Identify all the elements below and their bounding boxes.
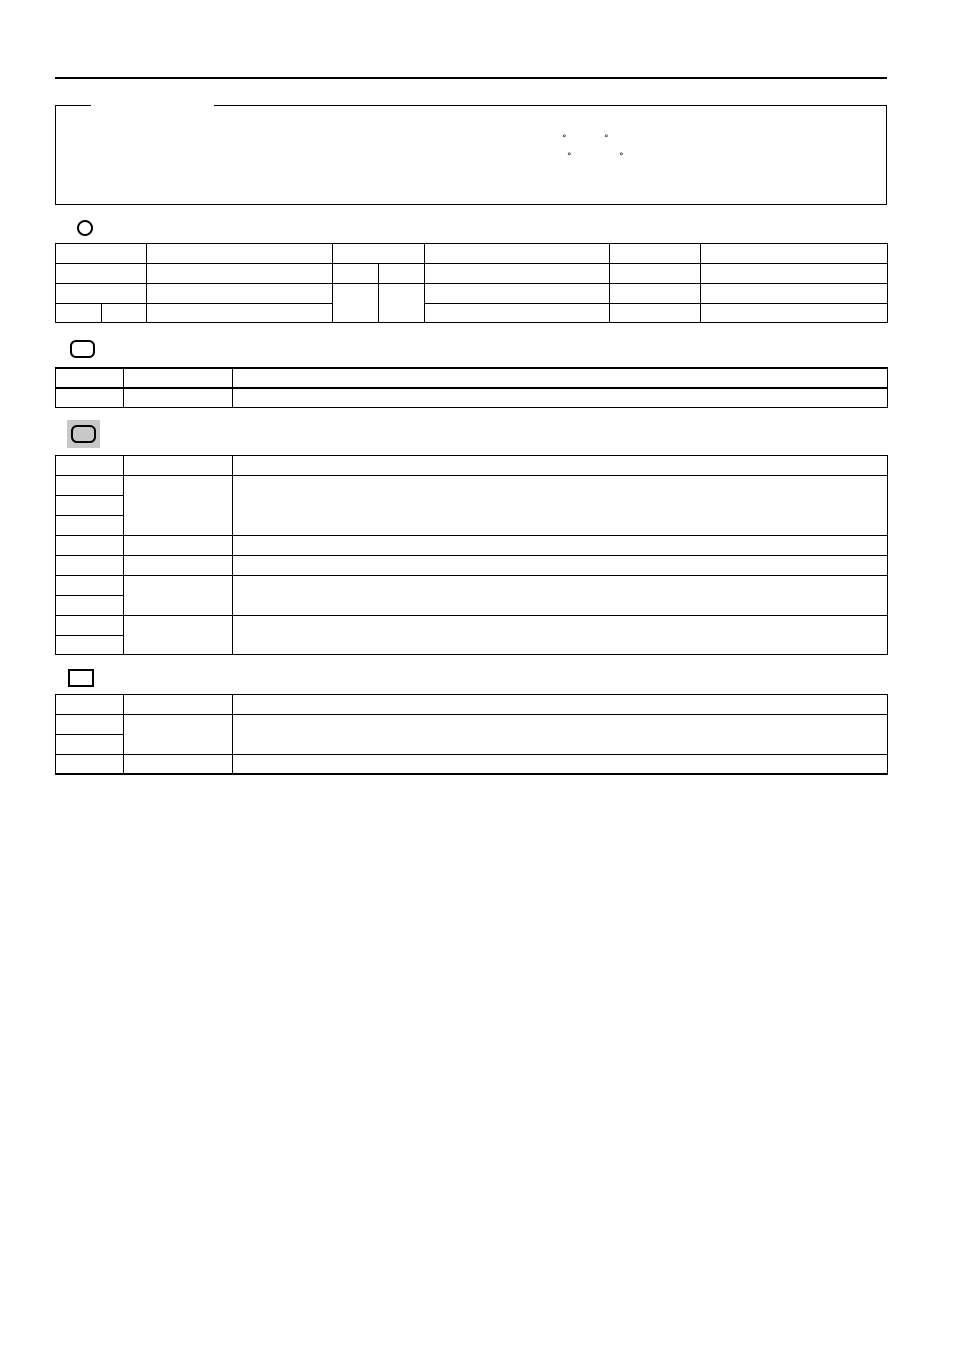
table-cell <box>124 695 233 715</box>
degree-mark: ° <box>562 134 567 144</box>
table-cell <box>56 516 124 536</box>
info-box <box>55 105 887 205</box>
table-cell <box>233 695 888 715</box>
rounded-section-table <box>55 367 888 408</box>
table-cell <box>56 616 124 636</box>
table-cell <box>701 264 888 284</box>
table-cell <box>56 715 124 735</box>
table-cell <box>701 284 888 304</box>
table-cell <box>56 368 124 388</box>
circle-section-table <box>55 243 888 323</box>
table-cell <box>610 244 701 264</box>
table-cell <box>56 456 124 476</box>
table-cell <box>610 284 701 304</box>
table-cell <box>124 476 233 536</box>
degree-mark: ° <box>619 152 624 162</box>
table-cell <box>147 284 333 304</box>
table-cell <box>233 556 888 576</box>
shaded-section-table <box>55 455 888 655</box>
table-cell <box>56 536 124 556</box>
table-cell <box>333 284 379 323</box>
table-cell <box>379 284 425 323</box>
table-cell <box>147 244 333 264</box>
table-cell <box>333 244 425 264</box>
rect-section-table <box>55 694 888 775</box>
table-cell <box>333 264 379 284</box>
table-cell <box>701 304 888 323</box>
table-cell <box>233 616 888 655</box>
table-cell <box>233 755 888 774</box>
table-cell <box>124 456 233 476</box>
rounded-rect-icon <box>70 340 95 358</box>
degree-mark: ° <box>567 152 572 162</box>
table-cell <box>56 596 124 616</box>
table-cell <box>56 244 147 264</box>
table-cell <box>233 476 888 536</box>
table-cell <box>56 496 124 516</box>
table-cell <box>147 304 333 323</box>
table-cell <box>56 576 124 596</box>
table-cell <box>425 304 610 323</box>
table-cell <box>56 264 147 284</box>
table-cell <box>56 755 124 774</box>
table-cell <box>56 388 124 407</box>
table-cell <box>56 284 147 304</box>
table-cell <box>701 244 888 264</box>
table-cell <box>56 556 124 576</box>
table-cell <box>425 264 610 284</box>
rectangle-icon <box>68 669 94 687</box>
table-cell <box>233 576 888 616</box>
table-cell <box>233 536 888 556</box>
circle-icon <box>77 220 93 236</box>
table-cell <box>56 636 124 655</box>
table-cell <box>124 755 233 774</box>
table-cell <box>425 244 610 264</box>
table-cell <box>425 284 610 304</box>
table-cell <box>124 715 233 755</box>
table-cell <box>124 616 233 655</box>
table-cell <box>233 368 888 388</box>
table-cell <box>610 264 701 284</box>
table-cell <box>56 695 124 715</box>
info-box-top-left <box>55 105 91 106</box>
table-cell <box>124 556 233 576</box>
table-cell <box>610 304 701 323</box>
table-cell <box>233 456 888 476</box>
table-cell <box>56 735 124 755</box>
table-cell <box>233 388 888 407</box>
table-cell <box>124 368 233 388</box>
shaded-rounded-rect-icon <box>67 420 100 448</box>
table-cell <box>124 536 233 556</box>
degree-mark: ° <box>604 134 609 144</box>
table-cell <box>233 715 888 755</box>
header-rule <box>55 77 887 79</box>
table-cell <box>124 388 233 407</box>
table-cell <box>124 576 233 616</box>
table-cell <box>147 264 333 284</box>
table-cell <box>102 304 147 323</box>
table-cell <box>379 264 425 284</box>
table-cell <box>56 476 124 496</box>
table-cell <box>56 304 102 323</box>
info-box-top-right <box>214 105 887 106</box>
